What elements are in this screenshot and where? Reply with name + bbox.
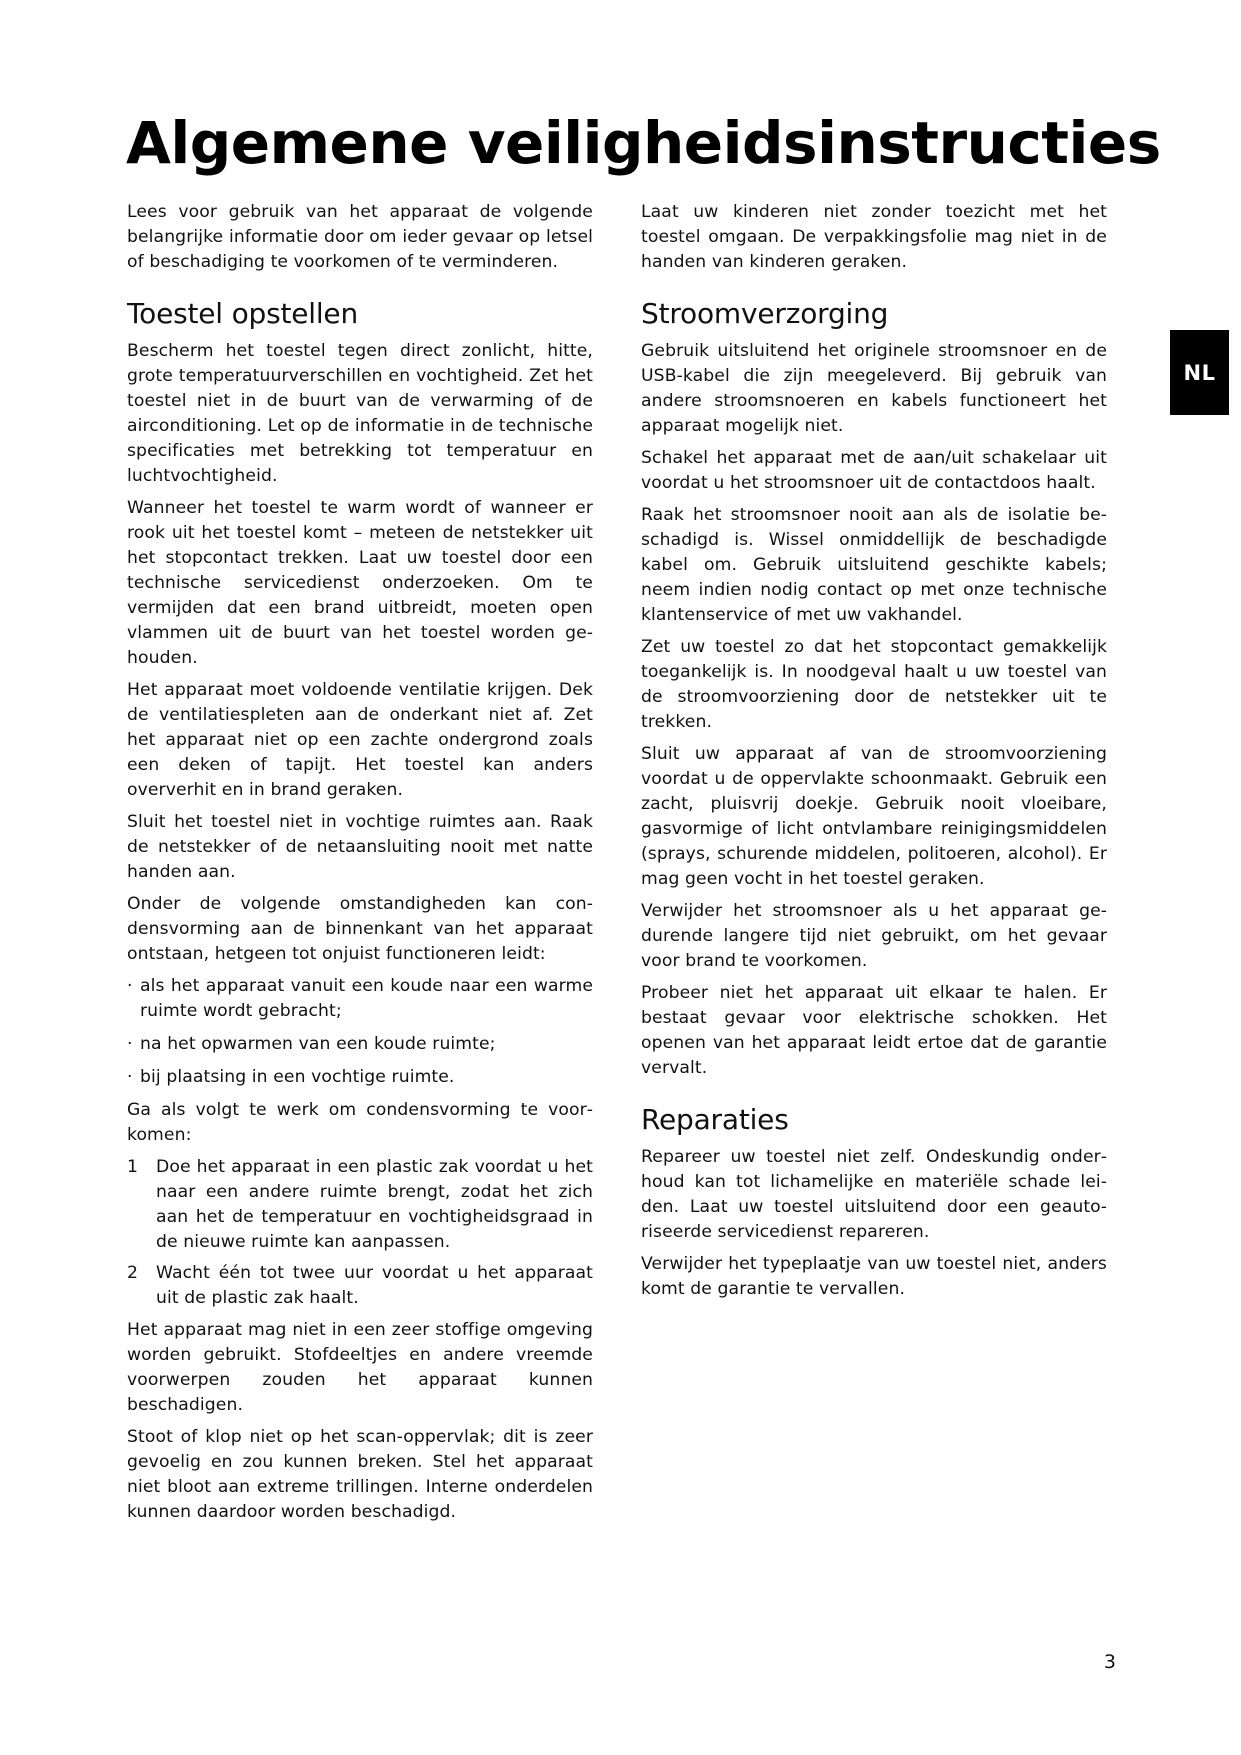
paragraph: Schakel het apparaat met de aan/uit schakelaar uit voordat u het stroomsnoer uit de contactdoos haalt. [641,448,1107,493]
intro-paragraph: Laat uw kinderen niet zonder toezicht met het toestel omgaan. De verpakkingsfolie mag niet in de handen van kinderen geraken. [641,202,1107,272]
page-number: 3 [1103,1651,1116,1673]
paragraph: Ga als volgt te werk om condensvorming te voorkomen: [127,1100,593,1145]
paragraph: Sluit het toestel niet in vochtige ruimtes aan. Raak de netstekker of de netaansluiting nooit met natte handen aan. [127,812,593,882]
section-heading-stroomverzorging: Stroomverzorging [641,297,889,330]
paragraph: Sluit uw apparaat af van de stroomvoorziening voordat u de oppervlakte schoonmaakt. Gebruik een zacht, pluisvrij doekje. Gebruik nooit vloeibare, gasvormige of licht ontvlambare reinigingsmiddelen (sprays, schurende middelen, politoeren, alcohol). Er mag geen vocht in het toestel geraken. [641,744,1107,889]
right-column [641,200,1107,1309]
intro-paragraph: Lees voor gebruik van het apparaat de volgende belangrijke informatie door om ieder gevaar op letsel of beschadiging te voorkomen of te verminderen. [127,202,593,272]
paragraph: Stoot of klop niet op het scan-oppervlak; dit is zeer gevoelig en zou kunnen breken. Stel het apparaat niet bloot aan extreme trillingen. Interne onderdelen kunnen daardoor worden beschadigd. [127,1427,593,1522]
condensation-steps-list [127,1155,593,1311]
paragraph: Gebruik uitsluitend het originele stroomsnoer en de USB-kabel die zijn meegeleverd. Bij gebruik van andere stroomsnoeren en kabels functioneert het apparaat mogelijk niet. [641,341,1107,436]
paragraph: Het apparaat mag niet in een zeer stoffige omgeving worden gebruikt. Stofdeeltjes en andere vreemde voorwerpen zouden het apparaat kunnen beschadigen. [127,1320,593,1415]
section-heading-reparaties: Reparaties [641,1103,789,1136]
paragraph: Bescherm het toestel tegen direct zonlicht, hitte, grote temperatuurverschillen en vochtigheid. Zet het toestel niet in de buurt van de verwarming of de airconditioning. Let op de informatie in de technische specificaties met betrekking tot temperatuur en luchtvochtigheid. [127,341,593,486]
paragraph: Onder de volgende omstandigheden kan condensvorming aan de binnenkant van het apparaat ontstaan, hetgeen tot onjuist functioneren leidt: [127,894,593,964]
paragraph: Verwijder het stroomsnoer als u het apparaat gedurende langere tijd niet gebruikt, om het gevaar voor brand te voorkomen. [641,901,1107,971]
step-text: Doe het apparaat in een plastic zak voordat u het naar een andere ruimte brengt, zodat het zich aan het de temperatuur en vochtigheidsgraad in de nieuwe ruimte kan aanpassen. [156,1157,593,1252]
paragraph: Raak het stroomsnoer nooit aan als de isolatie beschadigd is. Wissel onmiddellijk de beschadigde kabel om. Gebruik uitsluitend geschikte kabels; neem indien nodig contact op met onze technische klantenservice of met uw vakhandel. [641,505,1107,625]
language-tab-label: NL [1183,360,1216,385]
step-text: Wacht één tot twee uur voordat u het apparaat uit de plastic zak haalt. [156,1263,593,1308]
step-number: 2 [127,1263,139,1283]
step-number: 1 [127,1157,139,1177]
list-item: · bij plaatsing in een vochtige ruimte. [127,1065,593,1090]
paragraph: Zet uw toestel zo dat het stopcontact gemakkelijk toegankelijk is. In noodgeval haalt u uw toestel van de stroomvoorziening door de netstekker uit te trekken. [641,637,1107,732]
page-title: Algemene veiligheidsinstructies [126,109,1161,177]
language-tab [1170,330,1229,415]
left-column [127,200,593,1532]
paragraph: Probeer niet het apparaat uit elkaar te halen. Er bestaat gevaar voor elektrische schokken. Het openen van het apparaat leidt ertoe dat de garantie vervalt. [641,983,1107,1078]
step-item [127,1155,593,1255]
section-heading-toestel-opstellen: Toestel opstellen [127,297,359,330]
paragraph: Verwijder het typeplaatje van uw toestel niet, anders komt de garantie te vervallen. [641,1254,1107,1299]
list-item: · na het opwarmen van een koude ruimte; [127,1032,593,1057]
paragraph: Wanneer het toestel te warm wordt of wanneer er rook uit het toestel komt – meteen de netstekker uit het stopcontact trekken. Laat uw toestel door een technische servicedienst onderzoeken. Om te vermijden dat een brand uitbreidt, moeten open vlammen uit de buurt van het toestel worden gehouden. [127,498,593,668]
list-item: · als het apparaat vanuit een koude naar een warme ruimte wordt gebracht; [127,974,593,1024]
step-item [127,1261,593,1311]
paragraph: Repareer uw toestel niet zelf. Ondeskundig onderhoud kan tot lichamelijke en materiële schade leiden. Laat uw toestel uitsluitend door een geautoriseerde servicedienst repareren. [641,1147,1107,1242]
paragraph: Het apparaat moet voldoende ventilatie krijgen. Dek de ventilatiespleten aan de onderkant niet af. Zet het apparaat niet op een zachte ondergrond zoals een deken of tapijt. Het toestel kan anders oververhit en in brand geraken. [127,680,593,800]
condensation-conditions-list [127,974,593,1090]
